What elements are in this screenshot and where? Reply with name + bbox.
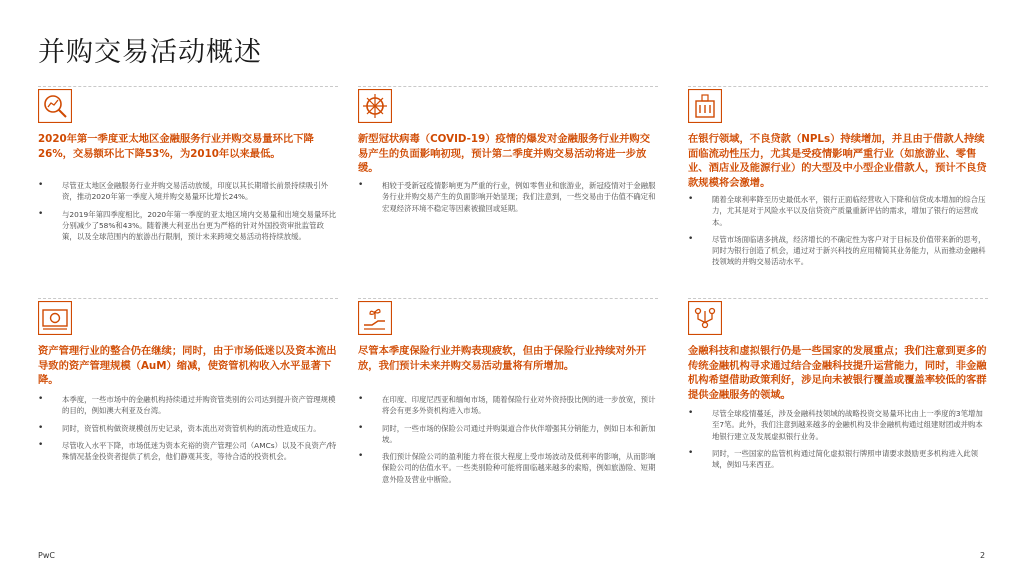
card-divider <box>688 86 988 87</box>
bullet-list <box>38 394 338 468</box>
list-item: • 本季度，一些市场中的金融机构持续通过并购资管类别的公司达到提升资产管理规模的目的，例如澳大利亚及台湾。 <box>38 394 336 416</box>
list-item: • 随着全球利率降至历史最低水平，银行正面临经营收入下降和信贷成本增加的综合压力，尤其是对于风险水平以及信贷资产质量重新评估的需求，增加了银行的运营成本。 <box>688 194 986 227</box>
search-chart-icon <box>38 89 72 123</box>
bullet-list <box>358 394 658 491</box>
list-item: • 同时，资管机构做资规模创历史记录，资本流出对资管机构的流动性造成压力。 <box>38 422 321 433</box>
money-icon <box>38 301 72 335</box>
card-divider <box>358 86 658 87</box>
list-item: • 同时，一些国家的监管机构通过简化虚拟银行牌照申请要求鼓励更多机构进入此领域，例如马来西亚。 <box>688 447 979 470</box>
bullet-list <box>358 180 658 220</box>
hand-plant-icon <box>358 301 392 335</box>
card-title: 资产管理行业的整合仍在继续；同时，由于市场低迷以及资本流出导致的资产管理规模（AuM）缩减，使资管机构收入水平显著下降。 <box>38 345 337 387</box>
list-item: • 在印度、印度尼西亚和缅甸市场，随着保险行业对外资持股比例的进一步放宽，预计将会有更多外资机构进入市场。 <box>358 394 656 416</box>
card-title: 在银行领域，不良贷款（NPLs）持续增加，并且由于借款人持续面临流动性压力，尤其是受疫情影响严重行业（如旅游业、零售业、酒店业及能源行业）的大型及中小型企业借款人，预计不良贷款规模将会激增。 <box>688 133 987 189</box>
card-divider <box>38 86 338 87</box>
card-title: 2020年第一季度亚太地区金融服务行业并购交易量环比下降26%，交易额环比下降53%，为2010年以来最低。 <box>38 133 314 160</box>
list-item: • 与2019年第四季度相比，2020年第一季度的亚太地区境内交易量和出境交易量环比分别减少了58%和43%。随着澳大利亚出台更为严格的针对外国投资审批监管政策，以及全球范围内的旅游出行限制，预计未来跨境交易活动将持续放缓。 <box>38 208 337 242</box>
card-title: 尽管本季度保险行业并购表现疲软，但由于保险行业持续对外开放，我们预计未来并购交易活动量将有所增加。 <box>358 345 647 372</box>
footer-brand: PwC <box>38 551 55 560</box>
circuit-icon <box>688 301 722 335</box>
list-item: • 尽管收入水平下降，市场低迷为资本充裕的资产管理公司（AMCs）以及不良资产/特殊情况基金投资者提供了机会，他们静观其变，等待合适的投资机会。 <box>38 439 337 462</box>
bank-icon <box>688 89 722 123</box>
page-number: 2 <box>980 551 986 560</box>
list-item: • 尽管市场面临诸多挑战，经济增长的不确定性为客户对于目标及价值带来新的思考，同时为银行创造了机会，通过对于新兴科技的应用精简其业务能力，从而推动金融科技领域的并购交易活动水平。 <box>688 233 986 267</box>
list-item: • 我们预计保险公司的盈利能力将在很大程度上受市场波动及低利率的影响，从而影响保险公司的估值水平。一些类别险种可能将面临越来越多的索赔，例如旅游险、短期意外险及营业中断险。 <box>358 451 656 484</box>
page-title: 并购交易活动概述 <box>38 37 262 68</box>
card-title: 金融科技和虚拟银行仍是一些国家的发展重点；我们注意到更多的传统金融机构寻求通过结合金融科技提升运营能力，同时，非金融机构希望借助政策利好，涉足向未被银行覆盖或覆盖率较低的客群提供金融服务的领域。 <box>688 345 987 401</box>
card-divider <box>688 298 988 299</box>
bullet-list <box>38 180 338 248</box>
virus-icon <box>358 89 392 123</box>
list-item: • 同时，一些市场的保险公司通过并购渠道合作伙伴增强其分销能力，例如日本和新加坡。 <box>358 422 656 444</box>
list-item: • 尽管全球疫情蔓延，涉及金融科技领域的战略投资交易量环比由上一季度的3笔增加至7笔。此外，我们注意到越来越多的金融机构及非金融机构通过组建财团或并购本地银行建立及发展虚拟银行业务。 <box>688 408 983 441</box>
list-item: • 相较于受新冠疫情影响更为严重的行业，例如零售业和旅游业，新冠疫情对于金融服务行业并购交易产生的负面影响开始显现；我们注意到，一些交易由于估值不确定和宏观经济环境不稳定等因素被撤回或延期。 <box>358 180 656 213</box>
card-divider <box>358 298 658 299</box>
card-title: 新型冠状病毒（COVID-19）疫情的爆发对金融服务行业并购交易产生的负面影响初现，预计第二季度并购交易活动将进一步放缓。 <box>358 133 651 175</box>
bullet-list <box>688 194 988 274</box>
bullet-list <box>688 408 988 476</box>
list-item: • 尽管亚太地区金融服务行业并购交易活动放缓，印度以其长期增长前景持续吸引外资，推动2020年第一季度入境并购交易量环比增长24%。 <box>38 180 329 202</box>
card-divider <box>38 298 338 299</box>
